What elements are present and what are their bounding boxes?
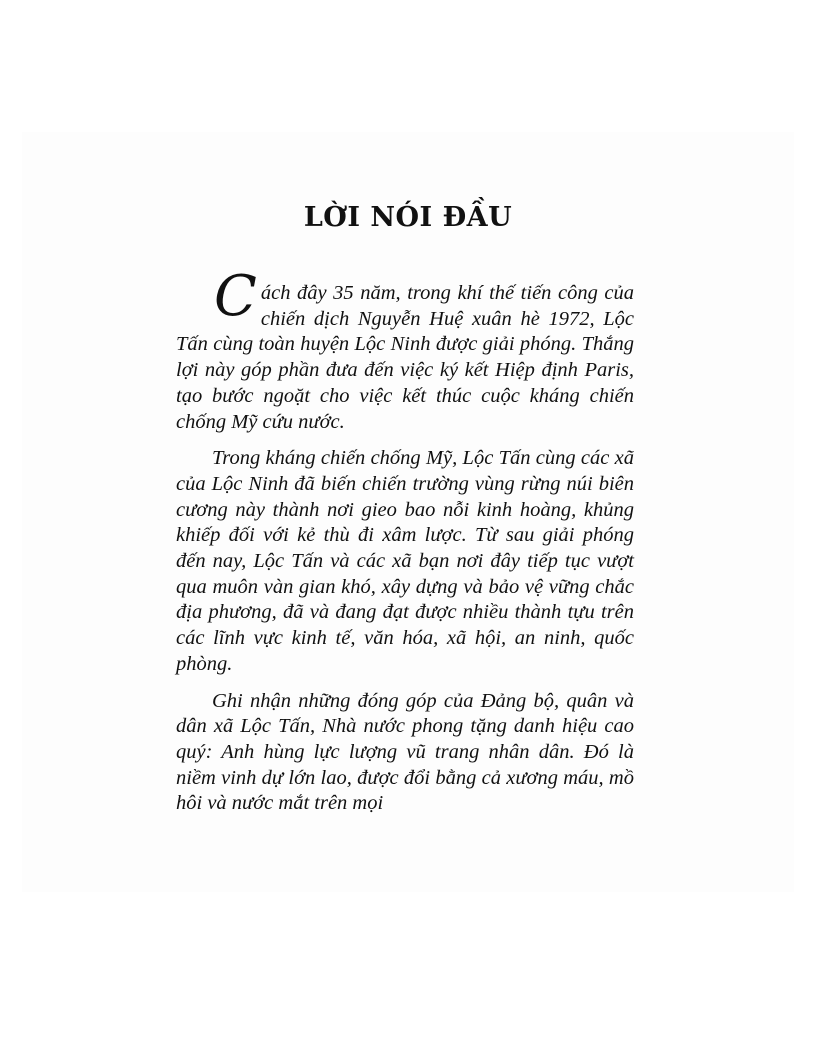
paragraph-3: Ghi nhận những đóng góp của Đảng bộ, quân và dân xã Lộc Tấn, Nhà nước phong tặng danh hiệu cao quý: Anh hùng lực lượng vũ trang nhân dân. Đó là niềm vinh dự lớn lao, được đổi bằng cả xương máu, mồ hôi và nước mắt trên mọi <box>176 689 634 815</box>
paragraph-2: Trong kháng chiến chống Mỹ, Lộc Tấn cùng các xã của Lộc Ninh đã biến chiến trường vùng rừng núi biên cương này thành nơi gieo bao nỗi kinh hoàng, khủng khiếp đối với kẻ thù đi xâm lược. Từ sau giải phóng đến nay, Lộc Tấn và các xã bạn nơi đây tiếp tục vượt qua muôn vàn gian khó, xây dựng và bảo vệ vững chắc địa phương, đã và đang đạt được nhiều thành tựu trên các lĩnh vực kinh tế, văn hóa, xã hội, an ninh, quốc phòng. <box>176 447 634 675</box>
paragraph-1-text: ách đây 35 năm, trong khí thế tiến công của chiến dịch Nguyễn Huệ xuân hè 1972, Lộc Tấn cùng toàn huyện Lộc Ninh được giải phóng. Thắng lợi này góp phần đưa đến việc ký kết Hiệp định Paris, tạo bước ngoặt cho việc kết thúc cuộc kháng chiến chống Mỹ cứu nước. <box>176 282 634 433</box>
paragraph-1 <box>176 264 634 435</box>
body-text <box>176 264 634 828</box>
drop-cap-letter: C <box>214 264 257 329</box>
page-title: LỜI NÓI ĐẦU <box>303 202 513 233</box>
